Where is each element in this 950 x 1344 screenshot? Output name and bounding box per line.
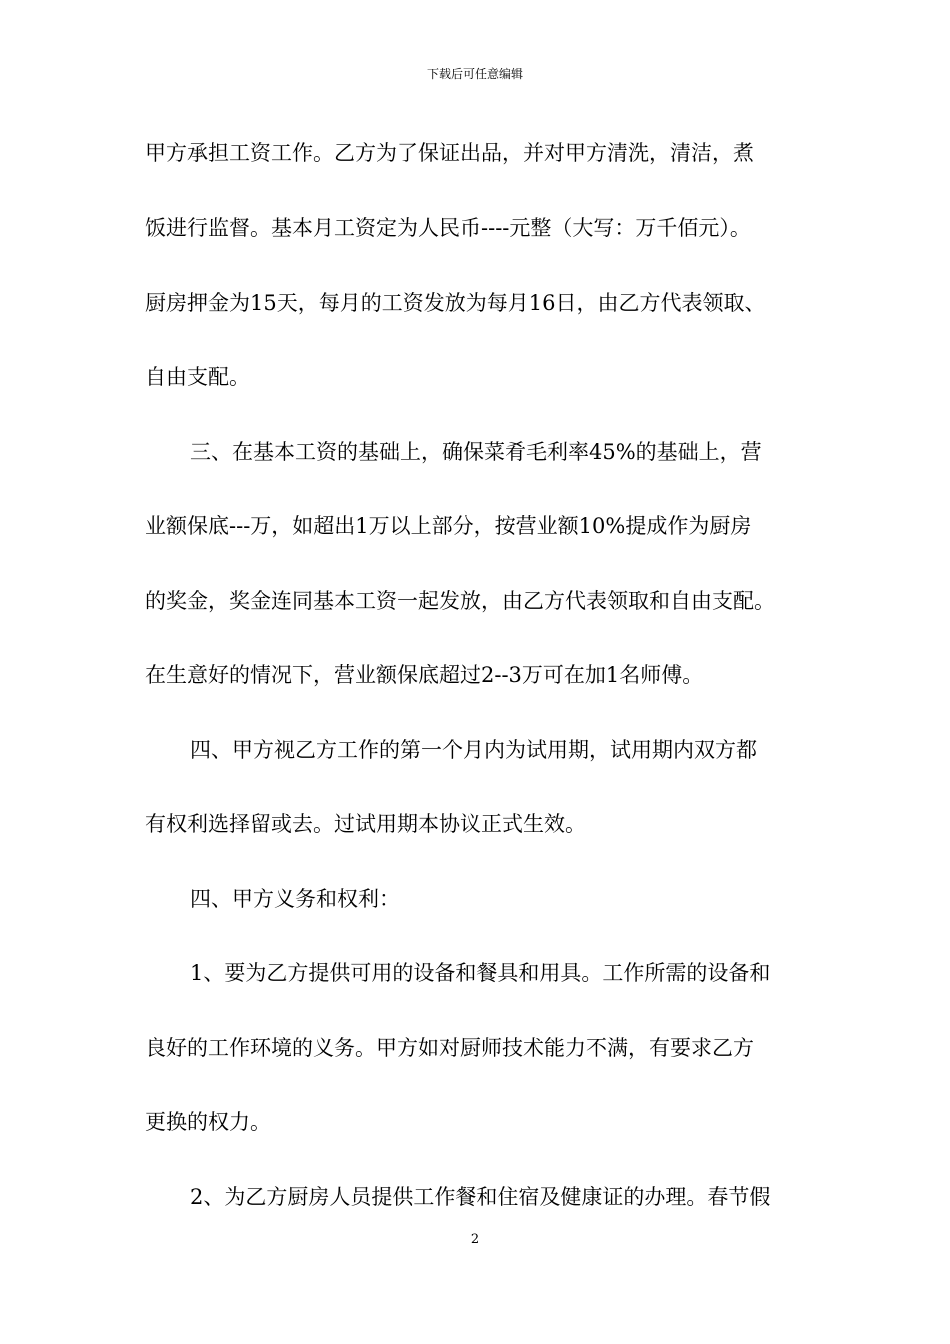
text-line: 2、为乙方厨房人员提供工作餐和住宿及健康证的办理。春节假 xyxy=(190,1185,771,1209)
text-line: 饭进行监督。基本月工资定为人民币----元整（大写：万千佰元）。 xyxy=(145,216,751,240)
text-line: 自由支配。 xyxy=(145,365,250,389)
page-number: 2 xyxy=(470,1232,480,1247)
text-line: 1、要为乙方提供可用的设备和餐具和用具。工作所需的设备和 xyxy=(190,961,771,985)
section-heading: 四、甲方义务和权利： xyxy=(190,887,400,911)
text-line: 厨房押金为15天，每月的工资发放为每月16日，由乙方代表领取、 xyxy=(145,291,766,315)
text-line: 业额保底---万，如超出1万以上部分，按营业额10%提成作为厨房 xyxy=(145,514,752,538)
text-line: 四、甲方视乙方工作的第一个月内为试用期，试用期内双方都 xyxy=(190,738,757,762)
text-line: 甲方承担工资工作。乙方为了保证出品，并对甲方清洗，清洁，煮 xyxy=(145,141,754,165)
text-line: 在生意好的情况下，营业额保底超过2--3万可在加1名师傅。 xyxy=(145,663,704,687)
text-line: 良好的工作环境的义务。甲方如对厨师技术能力不满，有要求乙方 xyxy=(145,1036,754,1060)
text-line: 三、在基本工资的基础上，确保菜肴毛利率45%的基础上，营 xyxy=(190,440,762,464)
text-line: 更换的权力。 xyxy=(145,1110,271,1134)
page-header: 下载后可任意编辑 xyxy=(426,67,523,81)
text-line: 有权利选择留或去。过试用期本协议正式生效。 xyxy=(145,812,586,836)
text-line: 的奖金，奖金连同基本工资一起发放，由乙方代表领取和自由支配。 xyxy=(145,589,775,613)
